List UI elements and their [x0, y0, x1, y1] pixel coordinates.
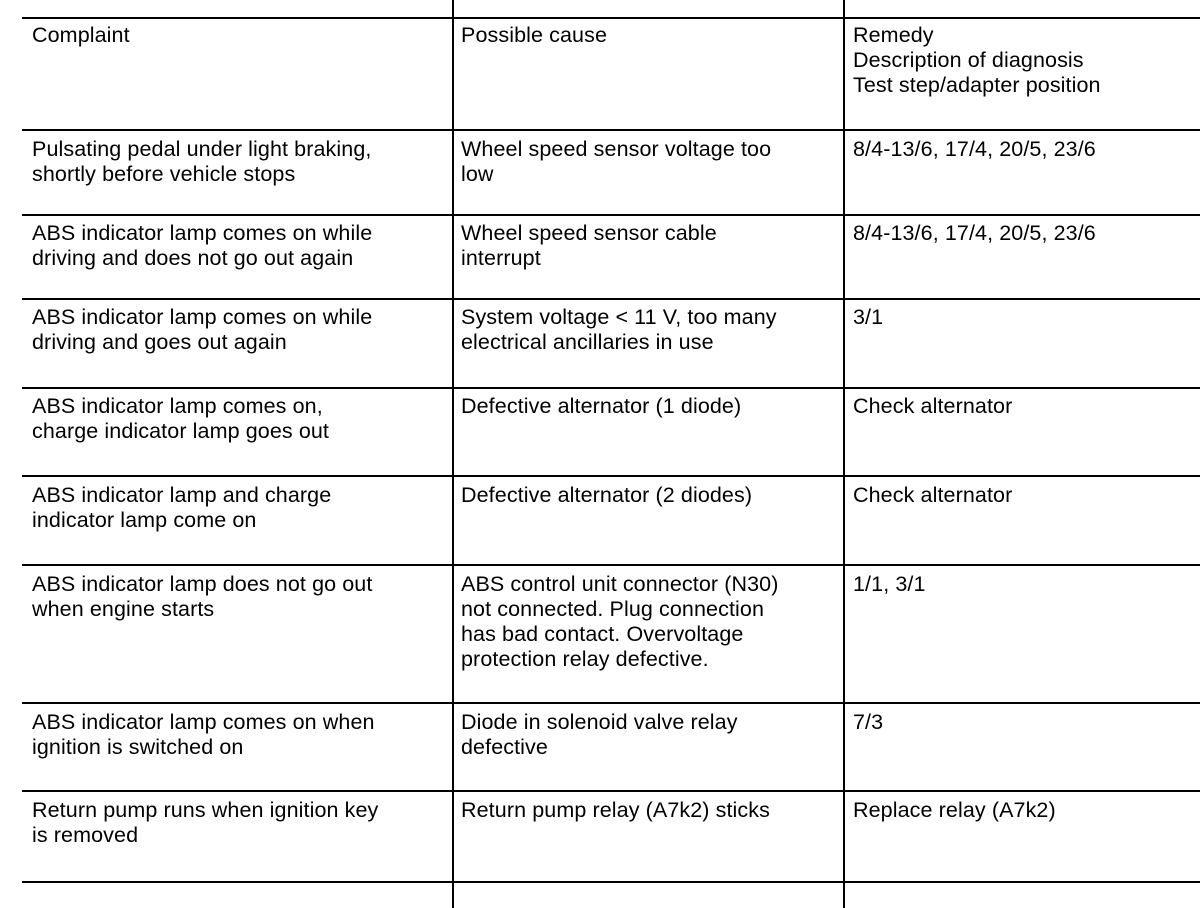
row-7-cause: Diode in solenoid valve relay defective — [461, 710, 738, 759]
row-2-remedy: 8/4-13/6, 17/4, 20/5, 23/6 — [853, 221, 1096, 245]
row-divider-header — [22, 129, 1200, 131]
column-divider-2 — [843, 0, 845, 908]
row-5-cause: Defective alternator (2 diodes) — [461, 483, 753, 507]
row-divider-3 — [22, 387, 1200, 389]
row-2-complaint: ABS indicator lamp comes on while driving and does not go out again — [32, 221, 373, 270]
row-divider-2 — [22, 298, 1200, 300]
row-1-remedy: 8/4-13/6, 17/4, 20/5, 23/6 — [853, 137, 1096, 161]
row-8-remedy: Replace relay (A7k2) — [853, 798, 1056, 822]
row-6-cause: ABS control unit connector (N30) not connected. Plug connection has bad contact. Overvoltage protection relay defective. — [461, 572, 779, 671]
row-8-cause: Return pump relay (A7k2) sticks — [461, 798, 770, 822]
row-4-complaint: ABS indicator lamp comes on, charge indicator lamp goes out — [32, 394, 330, 443]
row-divider-7 — [22, 790, 1200, 792]
row-divider-4 — [22, 475, 1200, 477]
row-6-remedy: 1/1, 3/1 — [853, 572, 926, 596]
row-divider-top — [22, 17, 1200, 19]
header-possible-cause: Possible cause — [461, 23, 608, 47]
row-5-complaint: ABS indicator lamp and charge indicator lamp come on — [32, 483, 332, 532]
column-divider-1 — [452, 0, 454, 908]
row-1-complaint: Pulsating pedal under light braking, shortly before vehicle stops — [32, 137, 372, 186]
row-3-remedy: 3/1 — [853, 305, 884, 329]
row-7-complaint: ABS indicator lamp comes on when ignition is switched on — [32, 710, 375, 759]
header-complaint: Complaint — [32, 23, 130, 47]
row-divider-bottom — [22, 881, 1200, 883]
header-remedy: Remedy Description of diagnosis Test step/adapter position — [853, 23, 1101, 97]
row-4-remedy: Check alternator — [853, 394, 1013, 418]
row-divider-1 — [22, 214, 1200, 216]
row-1-cause: Wheel speed sensor voltage too low — [461, 137, 772, 186]
row-divider-5 — [22, 564, 1200, 566]
row-2-cause: Wheel speed sensor cable interrupt — [461, 221, 717, 270]
row-4-cause: Defective alternator (1 diode) — [461, 394, 742, 418]
row-3-complaint: ABS indicator lamp comes on while driving and goes out again — [32, 305, 373, 354]
row-7-remedy: 7/3 — [853, 710, 884, 734]
row-6-complaint: ABS indicator lamp does not go out when engine starts — [32, 572, 373, 621]
row-5-remedy: Check alternator — [853, 483, 1013, 507]
row-divider-6 — [22, 702, 1200, 704]
row-3-cause: System voltage < 11 V, too many electrical ancillaries in use — [461, 305, 777, 354]
row-8-complaint: Return pump runs when ignition key is removed — [32, 798, 379, 847]
